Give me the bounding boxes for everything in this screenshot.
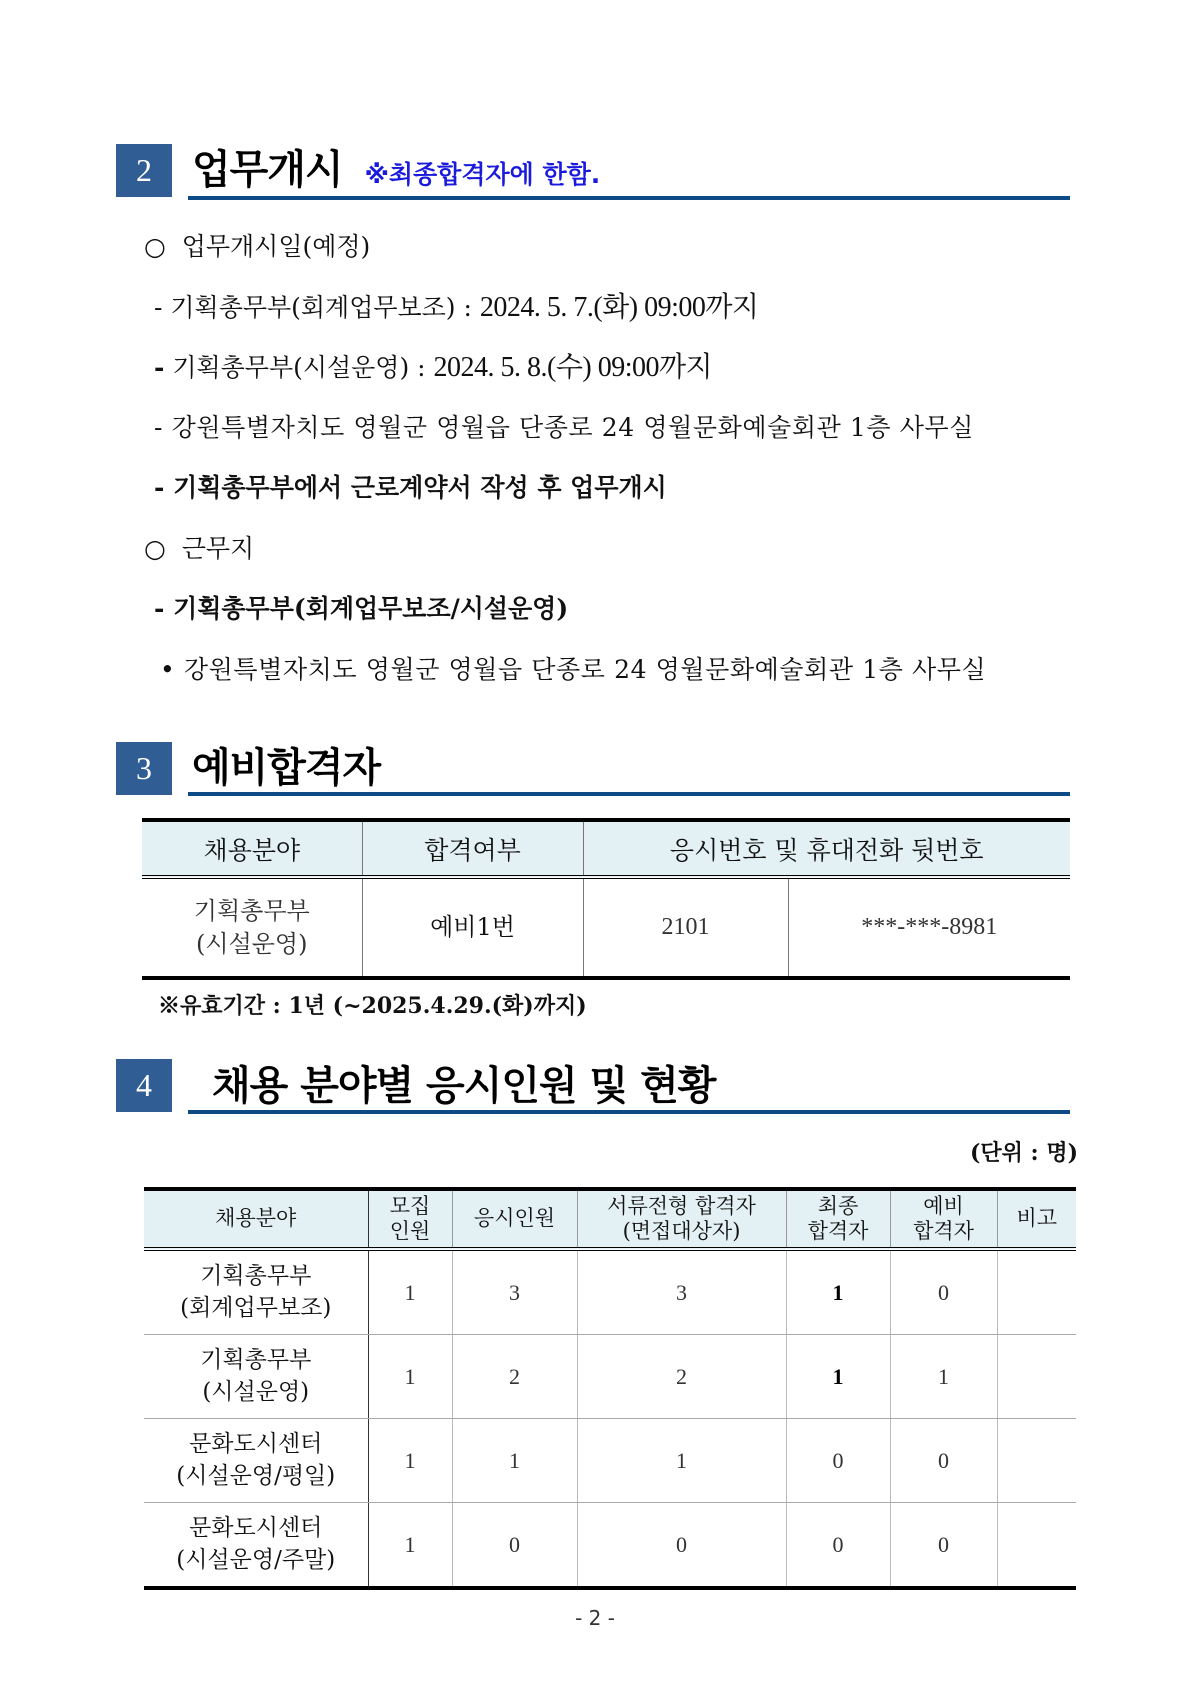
list-item	[154, 596, 568, 621]
section-number: 3	[136, 750, 152, 786]
list-item	[154, 294, 758, 322]
cell-remarks	[997, 1249, 1076, 1335]
item-date: 2024. 5. 7.(화) 09:00까지	[479, 292, 759, 323]
section-2-note: ※최종합격자에 한함.	[364, 160, 601, 189]
field-line2: (시설운영)	[202, 1378, 310, 1405]
section-4-underline	[188, 1110, 1070, 1114]
cell-field	[144, 1503, 368, 1589]
header-text: 합격자	[913, 1219, 974, 1243]
list-item	[154, 475, 667, 500]
header-exam-phone: 응시번호 및 휴대전화 뒷번호	[583, 820, 1070, 877]
header-text: 인원	[389, 1219, 431, 1243]
cell-field	[142, 877, 362, 978]
cell-exam-no: 2101	[583, 877, 788, 978]
applicant-status-table	[144, 1187, 1076, 1590]
table-row	[142, 877, 1070, 978]
field-line1: 기획총무부	[200, 1347, 312, 1374]
cell-remarks	[997, 1419, 1076, 1503]
header-text: 채용분야	[215, 1206, 297, 1231]
cell-recruit: 1	[368, 1249, 452, 1335]
item-text: 기획총무부(회계업무보조/시설운영)	[173, 594, 569, 623]
cell-status: 예비1번	[362, 877, 583, 978]
section-2-title	[192, 147, 601, 193]
field-line2: (회계업무보조)	[180, 1294, 332, 1321]
cell-field	[144, 1249, 368, 1335]
cell-field	[144, 1335, 368, 1419]
cell-field	[144, 1419, 368, 1503]
item-label: 기획총무부(회계업무보조) :	[170, 293, 480, 322]
cell-reserve-pass: 0	[890, 1249, 997, 1335]
item-label: 기획총무부(시설운영) :	[172, 353, 434, 382]
table-row	[144, 1419, 1076, 1503]
header-remarks	[997, 1189, 1076, 1249]
validity-note: ※유효기간 : 1년 (~2025.4.29.(화)까지)	[158, 993, 587, 1019]
header-applicants	[452, 1189, 577, 1249]
item-date: 2024. 5. 8.(수) 09:00까지	[433, 352, 713, 383]
cell-reserve-pass: 1	[890, 1335, 997, 1419]
header-text: 비고	[1016, 1206, 1058, 1231]
list-item	[144, 234, 370, 259]
dash-bullet: -	[154, 293, 163, 322]
header-text: (면접대상자)	[622, 1219, 741, 1243]
reserve-candidates-table	[142, 818, 1070, 980]
cell-reserve-pass: 0	[890, 1419, 997, 1503]
section-3-number-badge	[116, 742, 172, 795]
circle-bullet-icon: ○	[144, 534, 166, 563]
cell-applicants: 0	[452, 1503, 577, 1589]
section-3-underline	[188, 792, 1070, 796]
field-line1: 문화도시센터	[189, 1431, 323, 1458]
item-text: 강원특별자치도 영월군 영월읍 단종로 24 영월문화예술회관 1층 사무실	[183, 655, 987, 684]
header-field	[144, 1189, 368, 1249]
list-item	[154, 415, 974, 440]
cell-applicants: 1	[452, 1419, 577, 1503]
cell-final-pass: 0	[786, 1503, 890, 1589]
field-line2: (시설운영)	[196, 929, 308, 958]
cell-document-pass: 3	[577, 1249, 786, 1335]
cell-applicants: 3	[452, 1249, 577, 1335]
cell-reserve-pass: 0	[890, 1503, 997, 1589]
header-text: 응시인원	[473, 1206, 556, 1231]
cell-final-pass: 1	[786, 1249, 890, 1335]
section-number: 4	[136, 1067, 152, 1103]
section-4-number-badge	[116, 1059, 172, 1112]
table-header-row	[142, 820, 1070, 877]
field-line1: 기획총무부	[200, 1263, 312, 1290]
header-final-pass	[786, 1189, 890, 1249]
section-2-underline	[188, 196, 1070, 200]
item-text: 기획총무부에서 근로계약서 작성 후 업무개시	[173, 473, 667, 502]
field-line1: 문화도시센터	[189, 1515, 323, 1542]
cell-document-pass: 1	[577, 1419, 786, 1503]
dash-bullet: -	[154, 413, 164, 442]
header-reserve-pass	[890, 1189, 997, 1249]
cell-applicants: 2	[452, 1335, 577, 1419]
table-row	[144, 1249, 1076, 1335]
section-4-title: 채용 분야별 응시인원 및 현황	[212, 1063, 716, 1109]
header-text: 모집	[389, 1193, 431, 1218]
header-document-pass	[577, 1189, 786, 1249]
cell-phone: ***-***-8981	[788, 877, 1070, 978]
section-2-number-badge	[116, 144, 172, 197]
header-text: 서류전형 합격자	[607, 1193, 756, 1218]
header-text: 합격자	[807, 1219, 869, 1243]
list-item	[154, 354, 712, 382]
cell-remarks	[997, 1335, 1076, 1419]
cell-document-pass: 2	[577, 1335, 786, 1419]
cell-document-pass: 0	[577, 1503, 786, 1589]
cell-final-pass: 1	[786, 1335, 890, 1419]
header-field: 채용분야	[142, 820, 362, 877]
table-header-row	[144, 1189, 1076, 1249]
cell-recruit: 1	[368, 1419, 452, 1503]
cell-final-pass: 0	[786, 1419, 890, 1503]
circle-bullet-icon: ○	[144, 232, 166, 261]
header-status: 합격여부	[362, 820, 583, 877]
header-recruit	[368, 1189, 452, 1249]
dash-bullet: -	[154, 353, 165, 382]
page-number: - 2 -	[575, 1606, 615, 1630]
table-row	[144, 1503, 1076, 1589]
field-line1: 기획총무부	[193, 897, 310, 926]
dash-bullet: -	[154, 594, 165, 623]
dot-bullet-icon: •	[160, 655, 176, 684]
section-number: 2	[136, 152, 152, 188]
dash-bullet: -	[154, 473, 165, 502]
header-text: 최종	[817, 1193, 859, 1218]
item-text: 업무개시일(예정)	[181, 232, 371, 261]
cell-recruit: 1	[368, 1503, 452, 1589]
field-line2: (시설운영/주말)	[176, 1546, 336, 1573]
table-row	[144, 1335, 1076, 1419]
cell-recruit: 1	[368, 1335, 452, 1419]
list-item	[144, 536, 254, 561]
item-text: 강원특별자치도 영월군 영월읍 단종로 24 영월문화예술회관 1층 사무실	[171, 413, 974, 442]
list-item	[160, 657, 986, 682]
cell-remarks	[997, 1503, 1076, 1589]
unit-label: (단위 : 명)	[969, 1140, 1078, 1166]
section-title-text: 업무개시	[192, 147, 343, 193]
item-text: 근무지	[181, 534, 255, 563]
header-text: 예비	[923, 1193, 964, 1218]
section-3-title: 예비합격자	[192, 745, 381, 791]
field-line2: (시설운영/평일)	[176, 1462, 336, 1489]
